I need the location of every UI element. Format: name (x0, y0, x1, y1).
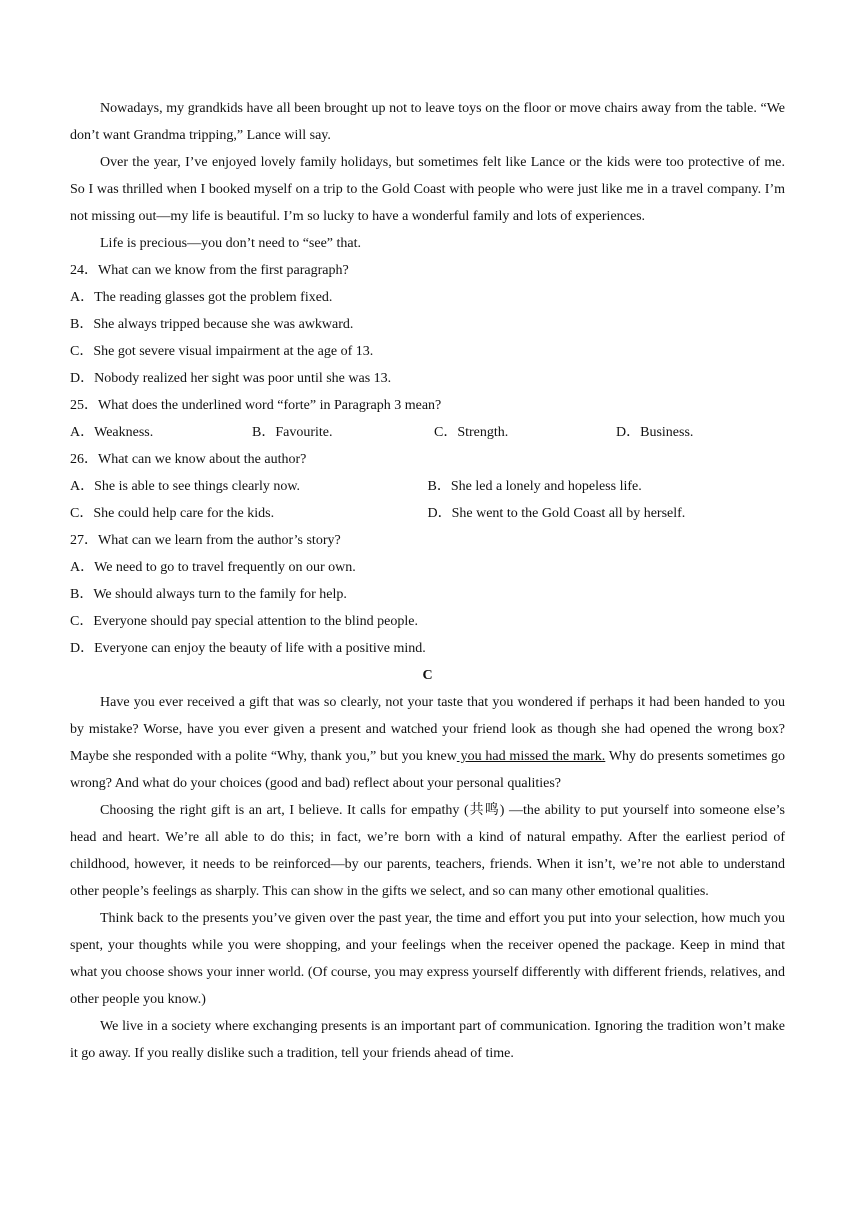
options-row (70, 500, 785, 527)
question-stem: 25．What does the underlined word “forte” in Paragraph 3 mean? (70, 398, 442, 413)
option-b: B．We should always turn to the family for help. (70, 587, 347, 602)
paragraph-text: Why do presents sometimes go wrong? And what do your choices (good and bad) reflect about your personal qualities? (70, 749, 785, 791)
underlined-phrase: you had missed the mark. (456, 749, 606, 764)
document-page (70, 95, 785, 1067)
option-a: A．She is able to see things clearly now. (70, 479, 301, 494)
option-a: A．The reading glasses got the problem fixed. (70, 290, 333, 305)
option-b: B．She always tripped because she was awkward. (70, 317, 354, 332)
passage-paragraph: We live in a society where exchanging presents is an important part of communication. Ignoring the tradition won’t make it go away. If you really dislike such a tradition, tell your friends ahead of time. (70, 1019, 785, 1061)
options-row (70, 419, 785, 446)
passage-paragraph: Think back to the presents you’ve given over the past year, the time and effort you put into your selection, how much you spent, your thoughts while you were shopping, and your feelings when the receiver opened the package. Keep in mind that what you choose shows your inner world. (Of course, you may express yourself differently with different friends, relatives, and other people you know.) (70, 911, 785, 1007)
option-c: C．Strength. (434, 425, 509, 440)
option-a: A．We need to go to travel frequently on our own. (70, 560, 356, 575)
passage-paragraph: Nowadays, my grandkids have all been brought up not to leave toys on the floor or move chairs away from the table. “We don’t want Grandma tripping,” Lance will say. (70, 101, 785, 143)
question-26 (70, 446, 785, 527)
option-d: D．She went to the Gold Coast all by herself. (427, 506, 686, 521)
option-b: B．She led a lonely and hopeless life. (427, 479, 642, 494)
option-a: A．Weakness. (70, 425, 154, 440)
question-27 (70, 527, 785, 662)
question-24 (70, 257, 785, 392)
passage-paragraph: Life is precious—you don’t need to “see” that. (100, 236, 361, 251)
option-c: C．She got severe visual impairment at the age of 13. (70, 344, 374, 359)
option-d: D．Nobody realized her sight was poor until she was 13. (70, 371, 392, 386)
option-c: C．Everyone should pay special attention to the blind people. (70, 614, 418, 629)
question-stem: 26．What can we know about the author? (70, 452, 307, 467)
option-d: D．Business. (616, 425, 694, 440)
passage-paragraph: Choosing the right gift is an art, I believe. It calls for empathy (共鸣) —the ability to put yourself into someone else’s head and heart. We’re all able to do this; in fact, we’re born with a kind of natural empathy. After the earliest period of childhood, however, it needs to be reinforced—by our parents, teachers, friends. When it isn’t, we’re not able to understand other people’s feelings as sharply. This can show in the gifts we select, and so can many other emotional qualities. (70, 803, 785, 899)
question-stem: 24．What can we know from the first paragraph? (70, 263, 349, 278)
option-b: B．Favourite. (252, 425, 333, 440)
options-row (70, 473, 785, 500)
option-d: D．Everyone can enjoy the beauty of life with a positive mind. (70, 641, 426, 656)
paragraph-text: Have you ever received a gift that was so clearly, not your taste that you wondered if perhaps it had been handed to you by mistake? Worse, have you ever given a present and watched your friend look as though she had opened the wrong box? Maybe she responded with a polite “Why, thank you,” but you knew (70, 695, 785, 764)
passage-paragraph (70, 689, 785, 797)
question-25 (70, 392, 785, 446)
section-heading: C (422, 668, 433, 683)
option-c: C．She could help care for the kids. (70, 506, 275, 521)
question-stem: 27．What can we learn from the author’s story? (70, 533, 341, 548)
passage-paragraph: Over the year, I’ve enjoyed lovely family holidays, but sometimes felt like Lance or the kids were too protective of me. So I was thrilled when I booked myself on a trip to the Gold Coast with people who were just like me in a travel company. I’m not missing out—my life is beautiful. I’m so lucky to have a wonderful family and lots of experiences. (70, 155, 785, 224)
